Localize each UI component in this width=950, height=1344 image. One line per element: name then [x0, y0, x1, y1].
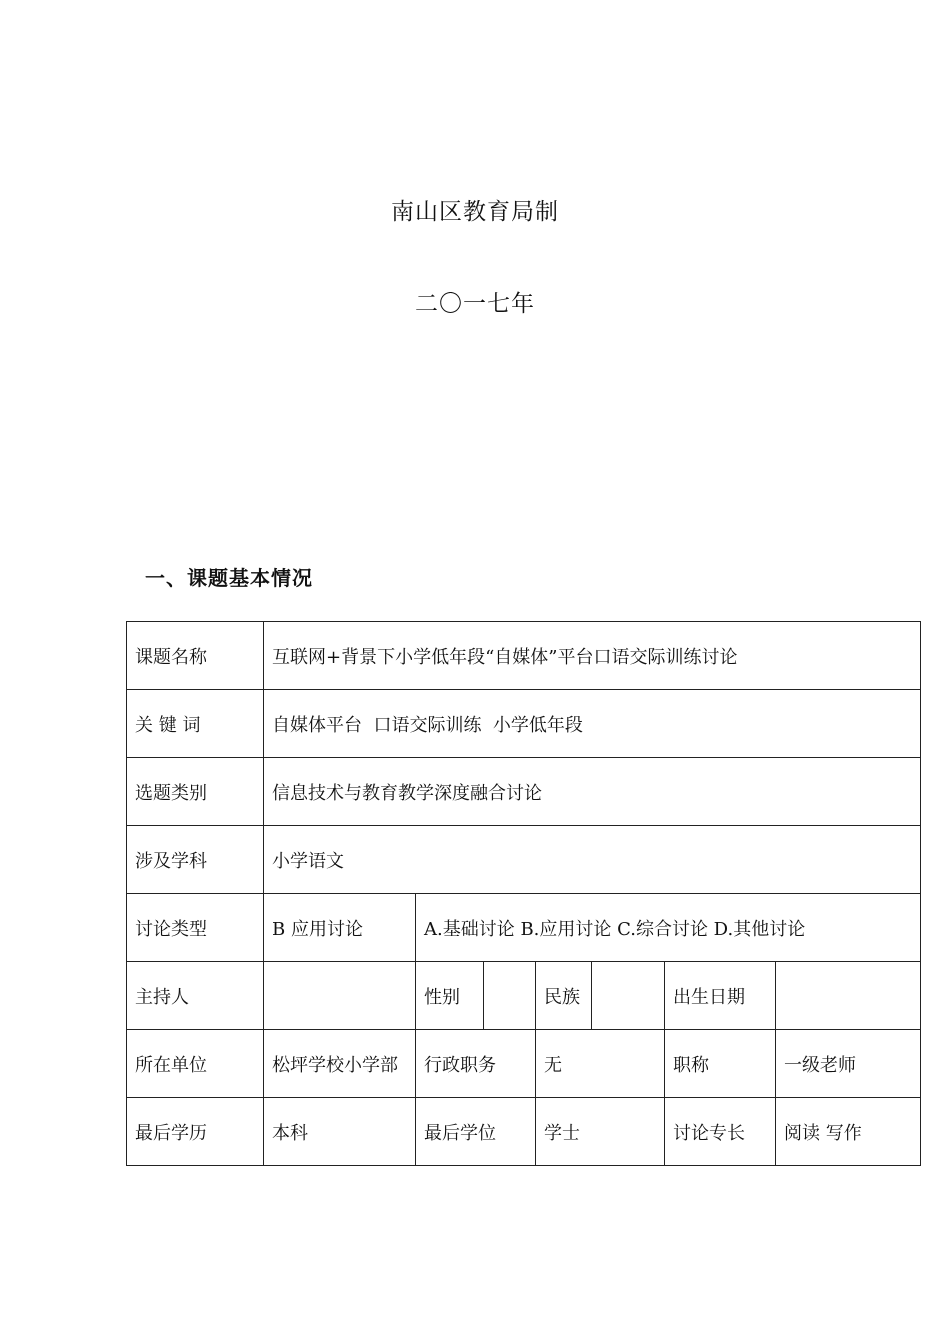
- year-line: 二〇一七年: [415, 291, 535, 317]
- research-type-label: 讨论类型: [127, 894, 264, 962]
- unit-label: 所在单位: [127, 1030, 264, 1098]
- unit-value: 松坪学校小学部: [264, 1030, 416, 1098]
- table-row: [127, 826, 921, 894]
- keywords-value: 自媒体平台 口语交际训练 小学低年段: [264, 690, 921, 758]
- category-value: 信息技术与教育教学深度融合讨论: [264, 758, 921, 826]
- birthdate-label: 出生日期: [665, 962, 776, 1030]
- host-value: [264, 962, 416, 1030]
- specialty-value: 阅读 写作: [776, 1098, 921, 1166]
- gender-label: 性别: [416, 962, 484, 1030]
- title-label: 职称: [665, 1030, 776, 1098]
- issuer-line: 南山区教育局制: [391, 199, 559, 225]
- ethnicity-value: [592, 962, 665, 1030]
- specialty-label: 讨论专长: [665, 1098, 776, 1166]
- table-row: [127, 1098, 921, 1166]
- research-type-options: A.基础讨论 B.应用讨论 C.综合讨论 D.其他讨论: [416, 894, 921, 962]
- admin-position-label: 行政职务: [416, 1030, 536, 1098]
- degree-label: 最后学位: [416, 1098, 536, 1166]
- ethnicity-label: 民族: [536, 962, 592, 1030]
- birthdate-value: [776, 962, 921, 1030]
- keywords-label: 关 键 词: [127, 690, 264, 758]
- education-label: 最后学历: [127, 1098, 264, 1166]
- subject-label: 涉及学科: [127, 826, 264, 894]
- research-type-value: B 应用讨论: [264, 894, 416, 962]
- section-title: 一、课题基本情况: [145, 566, 313, 590]
- table-row: [127, 894, 921, 962]
- project-info-table: [126, 621, 921, 1166]
- project-name-label: 课题名称: [127, 622, 264, 690]
- project-name-value: 互联网+背景下小学低年段“自媒体”平台口语交际训练讨论: [264, 622, 921, 690]
- category-label: 选题类别: [127, 758, 264, 826]
- table-row: [127, 1030, 921, 1098]
- admin-position-value: 无: [536, 1030, 665, 1098]
- subject-value: 小学语文: [264, 826, 921, 894]
- table-row: [127, 758, 921, 826]
- table-row: [127, 962, 921, 1030]
- host-label: 主持人: [127, 962, 264, 1030]
- title-value: 一级老师: [776, 1030, 921, 1098]
- education-value: 本科: [264, 1098, 416, 1166]
- table-row: [127, 690, 921, 758]
- table-row: [127, 622, 921, 690]
- gender-value: [484, 962, 536, 1030]
- degree-value: 学士: [536, 1098, 665, 1166]
